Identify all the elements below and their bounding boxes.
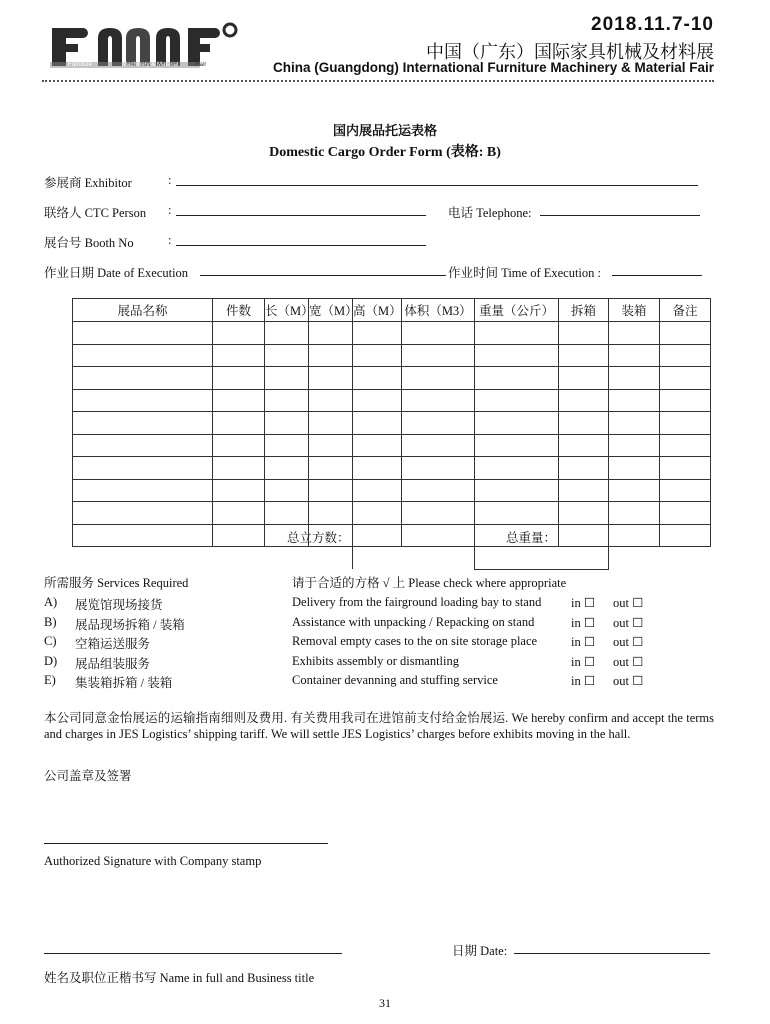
table-cell[interactable] <box>73 389 213 412</box>
checkbox-out[interactable]: out ☐ <box>613 596 644 610</box>
table-cell[interactable] <box>559 524 609 547</box>
table-row <box>73 524 711 547</box>
col-header-height: 高（M） <box>353 299 402 322</box>
authorized-signature-label: Authorized Signature with Company stamp <box>44 854 262 868</box>
table-cell[interactable] <box>353 367 402 390</box>
table-cell[interactable] <box>660 457 711 480</box>
name-title-line[interactable] <box>44 953 342 954</box>
col-header-volume: 体积（M3） <box>402 299 475 322</box>
table-cell[interactable] <box>265 367 309 390</box>
table-cell[interactable] <box>309 479 353 502</box>
booth-colon: : <box>168 233 172 247</box>
table-cell[interactable] <box>353 479 402 502</box>
table-cell[interactable] <box>213 344 265 367</box>
form-title-en: Domestic Cargo Order Form (表格: B) <box>269 145 501 160</box>
fair-title-cn: 中国（广东）国际家具机械及材料展 <box>426 42 714 62</box>
table-row <box>73 322 711 345</box>
checkbox-out[interactable]: out ☐ <box>613 615 644 630</box>
table-cell[interactable] <box>353 389 402 412</box>
agreement-text: 本公司同意金怡展运的运输指南细则及费用. 有关费用我司在进馆前支付给金怡展运. We hereby confirm and accept the terms and charges in JES Logistics’ shipping tariff. We will settle JES Logistics’ charges before exhibits moving in the hall. <box>44 711 714 741</box>
table-cell[interactable] <box>559 457 609 480</box>
exhibitor-field[interactable] <box>176 185 698 186</box>
table-row <box>73 344 711 367</box>
service-letter: C) <box>44 634 57 648</box>
cargo-table-body <box>73 322 711 547</box>
table-cell[interactable] <box>475 344 559 367</box>
table-cell[interactable] <box>660 322 711 345</box>
table-cell[interactable] <box>660 367 711 390</box>
table-cell[interactable] <box>402 479 475 502</box>
checkbox-out[interactable]: out ☐ <box>613 674 644 688</box>
form-title-cn: 国内展品托运表格 <box>332 123 437 138</box>
table-cell[interactable] <box>559 389 609 412</box>
checkbox-in[interactable]: in ☐ <box>571 654 596 669</box>
table-cell[interactable] <box>475 367 559 390</box>
table-cell[interactable] <box>402 344 475 367</box>
table-cell[interactable] <box>73 457 213 480</box>
services-heading: 所需服务 Services Required <box>44 576 189 590</box>
table-cell[interactable] <box>402 434 475 457</box>
service-letter: B) <box>44 614 57 629</box>
col-header-length: 长（M） <box>265 299 309 322</box>
fair-title-en: China (Guangdong) International Furniture Machinery & Material Fair <box>272 60 714 75</box>
table-cell[interactable] <box>265 389 309 412</box>
table-cell[interactable] <box>609 524 660 547</box>
table-row <box>73 434 711 457</box>
table-cell[interactable] <box>402 412 475 435</box>
table-cell[interactable] <box>475 502 559 525</box>
table-cell[interactable] <box>559 502 609 525</box>
checkbox-in[interactable]: in ☐ <box>571 596 596 610</box>
table-cell[interactable] <box>309 457 353 480</box>
table-cell[interactable] <box>213 524 265 547</box>
table-cell[interactable] <box>402 457 475 480</box>
booth-no-field[interactable] <box>176 245 426 246</box>
telephone-field[interactable] <box>540 215 700 216</box>
col-header-unpack: 拆箱 <box>559 299 609 322</box>
ctc-person-field[interactable] <box>176 215 426 216</box>
table-cell[interactable] <box>660 412 711 435</box>
logo-tag-machinery: Machinery & Material <box>122 62 179 68</box>
table-cell[interactable] <box>213 412 265 435</box>
col-header-pack: 装箱 <box>609 299 660 322</box>
service-name-cn: 展品现场拆箱 / 装箱 <box>75 617 185 632</box>
table-row <box>73 412 711 435</box>
table-cell[interactable] <box>402 367 475 390</box>
time-of-execution-label: 作业时间 Time of Execution : <box>448 266 602 280</box>
table-cell[interactable] <box>559 434 609 457</box>
date-label: 日期 Date: <box>452 944 508 958</box>
table-cell[interactable] <box>73 322 213 345</box>
table-header-row <box>73 299 711 322</box>
table-cell[interactable] <box>353 457 402 480</box>
table-cell[interactable] <box>609 434 660 457</box>
table-cell[interactable] <box>559 344 609 367</box>
table-cell[interactable] <box>559 367 609 390</box>
service-name-cn: 空箱运送服务 <box>75 637 151 651</box>
service-letter: A) <box>44 595 58 609</box>
table-cell[interactable] <box>213 479 265 502</box>
company-stamp-label: 公司盖章及签署 <box>44 769 132 783</box>
cargo-table <box>72 298 711 570</box>
service-name-en: Delivery from the fairground loading bay to stand <box>292 595 542 609</box>
table-cell[interactable] <box>213 322 265 345</box>
table-cell[interactable] <box>213 434 265 457</box>
telephone-label: 电话 Telephone: <box>448 206 532 220</box>
table-cell[interactable] <box>353 412 402 435</box>
total-weight-label: 总重量： <box>506 531 557 545</box>
table-cell[interactable] <box>73 367 213 390</box>
table-cell[interactable] <box>213 389 265 412</box>
service-letter: E) <box>44 673 56 687</box>
table-cell[interactable] <box>353 502 402 525</box>
table-cell[interactable] <box>309 367 353 390</box>
table-cell[interactable] <box>660 389 711 412</box>
check-instruction: 请于合适的方格 √ 上 Please check where appropriate <box>292 576 567 590</box>
table-row <box>73 502 711 525</box>
checkbox-in[interactable]: in ☐ <box>571 615 596 630</box>
service-name-cn: 展览馆现场接货 <box>75 598 163 612</box>
table-cell[interactable] <box>609 412 660 435</box>
col-header-qty: 件数 <box>213 299 265 322</box>
checkbox-in[interactable]: in ☐ <box>571 674 596 688</box>
table-cell[interactable] <box>309 434 353 457</box>
table-cell[interactable] <box>309 389 353 412</box>
table-cell[interactable] <box>73 479 213 502</box>
table-cell[interactable] <box>660 524 711 547</box>
table-cell[interactable] <box>213 457 265 480</box>
col-header-weight: 重量（公斤） <box>475 299 559 322</box>
table-cell[interactable] <box>73 502 213 525</box>
table-cell[interactable] <box>73 412 213 435</box>
table-cell[interactable] <box>660 479 711 502</box>
table-cell[interactable] <box>609 479 660 502</box>
name-title-label: 姓名及职位正楷书写 Name in full and Business title <box>44 971 315 985</box>
service-name-en: Removal empty cases to the on site storage place <box>292 634 538 648</box>
booth-no-label: 展台号 Booth No <box>44 236 134 250</box>
table-cell[interactable] <box>402 389 475 412</box>
exhibitor-label: 参展商 Exhibitor <box>44 176 132 190</box>
checkbox-out[interactable]: out ☐ <box>613 635 644 649</box>
table-cell[interactable] <box>660 502 711 525</box>
date-field[interactable] <box>514 953 710 954</box>
page-number: 31 <box>379 996 391 1010</box>
service-letter: D) <box>44 653 58 668</box>
table-cell[interactable] <box>265 322 309 345</box>
table-cell[interactable] <box>213 367 265 390</box>
table-row <box>73 367 711 390</box>
col-header-width: 宽（M） <box>309 299 353 322</box>
logo-tag-fair: Fair <box>196 62 207 68</box>
table-cell[interactable] <box>609 502 660 525</box>
table-cell[interactable] <box>559 412 609 435</box>
table-cell[interactable] <box>609 389 660 412</box>
ctc-person-label: 联络人 CTC Person <box>44 206 147 220</box>
table-cell[interactable] <box>309 322 353 345</box>
col-header-name: 展品名称 <box>73 299 213 322</box>
table-cell[interactable] <box>73 524 213 547</box>
table-cell[interactable] <box>73 434 213 457</box>
table-cell[interactable] <box>475 434 559 457</box>
table-cell[interactable] <box>609 367 660 390</box>
table-cell[interactable] <box>475 412 559 435</box>
ctc-colon: : <box>168 203 172 217</box>
table-cell[interactable] <box>475 479 559 502</box>
table-row <box>73 457 711 480</box>
service-name-en: Exhibits assembly or dismantling <box>292 653 460 668</box>
table-cell[interactable] <box>353 524 402 547</box>
table-cell[interactable] <box>265 412 309 435</box>
date-of-execution-label: 作业日期 Date of Execution <box>44 266 189 280</box>
table-cell[interactable] <box>660 344 711 367</box>
table-cell[interactable] <box>660 434 711 457</box>
table-totals-row <box>73 547 711 570</box>
table-cell[interactable] <box>402 524 475 547</box>
fair-logo <box>46 18 246 74</box>
table-cell[interactable] <box>265 344 309 367</box>
header-divider <box>42 80 714 82</box>
table-cell[interactable] <box>265 434 309 457</box>
table-cell[interactable] <box>265 502 309 525</box>
table-cell[interactable] <box>609 457 660 480</box>
date-of-execution-field[interactable] <box>200 275 446 276</box>
table-cell[interactable] <box>559 479 609 502</box>
service-name-cn: 集装箱拆箱 / 装箱 <box>75 676 173 690</box>
table-cell[interactable] <box>265 479 309 502</box>
col-header-remarks: 备注 <box>660 299 711 322</box>
table-cell[interactable] <box>73 344 213 367</box>
checkbox-out[interactable]: out ☐ <box>613 654 644 669</box>
table-row <box>73 389 711 412</box>
table-cell[interactable] <box>213 502 265 525</box>
table-cell[interactable] <box>609 322 660 345</box>
logo-tag-furniture: Furniture <box>68 62 93 68</box>
table-cell[interactable] <box>353 434 402 457</box>
table-cell[interactable] <box>402 502 475 525</box>
table-cell[interactable] <box>475 457 559 480</box>
table-cell[interactable] <box>265 457 309 480</box>
service-name-en: Assistance with unpacking / Repacking on stand <box>292 614 535 629</box>
service-name-cn: 展品组装服务 <box>75 656 151 671</box>
table-cell[interactable] <box>309 412 353 435</box>
signature-line[interactable] <box>44 843 328 844</box>
table-cell[interactable] <box>475 322 559 345</box>
table-row <box>73 479 711 502</box>
table-cell[interactable] <box>309 502 353 525</box>
checkbox-in[interactable]: in ☐ <box>571 635 596 649</box>
table-cell[interactable] <box>475 389 559 412</box>
service-name-en: Container devanning and stuffing service <box>292 673 498 687</box>
table-cell[interactable] <box>353 344 402 367</box>
table-cell[interactable] <box>559 322 609 345</box>
table-cell[interactable] <box>609 344 660 367</box>
time-of-execution-field[interactable] <box>612 275 702 276</box>
fair-date: 2018.11.7-10 <box>591 14 714 35</box>
table-cell[interactable] <box>402 322 475 345</box>
table-cell[interactable] <box>353 322 402 345</box>
table-cell[interactable] <box>309 344 353 367</box>
total-volume-label: 总立方数： <box>287 531 350 545</box>
exhibitor-colon: : <box>168 173 172 187</box>
